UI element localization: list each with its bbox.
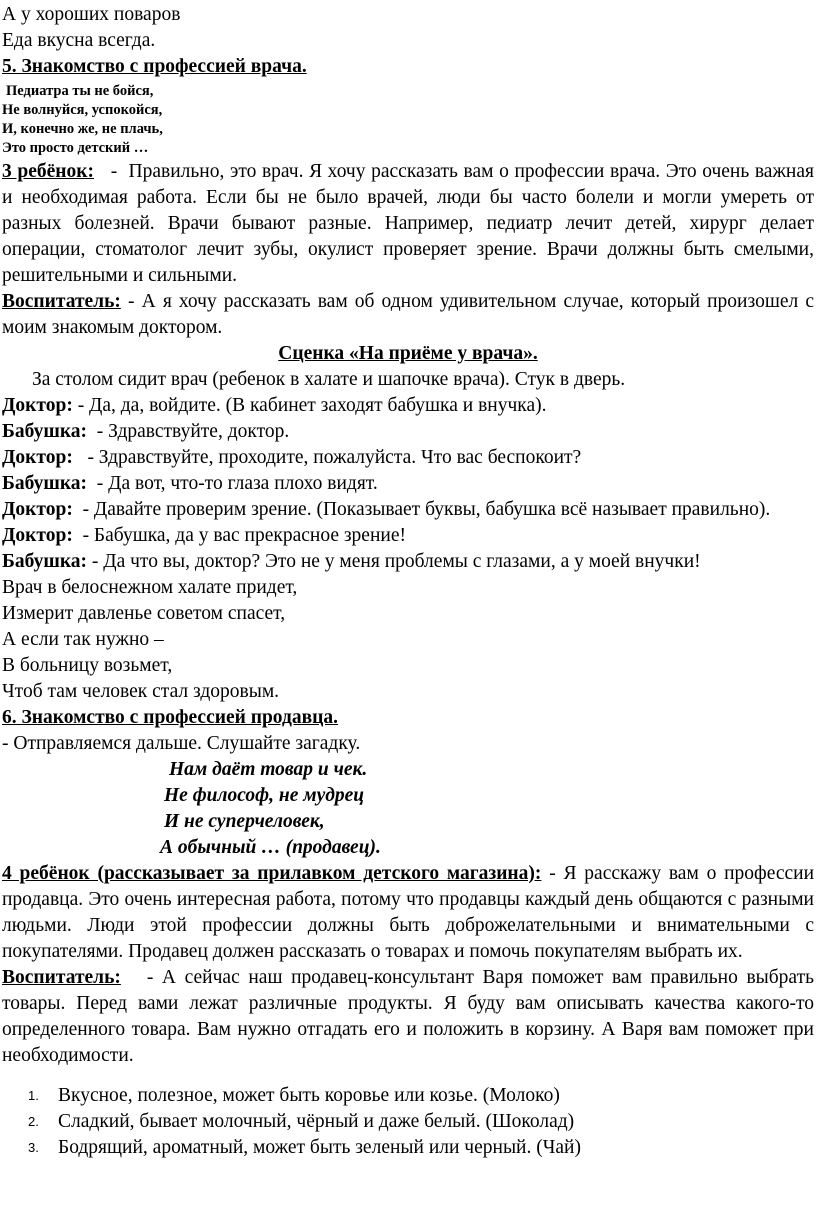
- list-item: [2, 1083, 814, 1109]
- riddle-line: А обычный … (продавец).: [160, 837, 381, 858]
- list-number: 3.: [28, 1140, 39, 1155]
- list-text: Сладкий, бывает молочный, чёрный и даже белый. (Шоколад): [58, 1111, 575, 1132]
- speaker: Доктор:: [2, 525, 73, 546]
- verse-line: Измерит давленье советом спасет,: [2, 603, 286, 624]
- teacher-label: Воспитатель:: [2, 291, 121, 312]
- line-text: - Да, да, войдите. (В кабинет заходят бабушка и внучка).: [77, 395, 547, 416]
- scene-intro: За столом сидит врач (ребенок в халате и шапочке врача). Стук в дверь.: [32, 369, 626, 390]
- poem-line: Это просто детский …: [2, 140, 149, 156]
- dialogue-line: [2, 393, 814, 419]
- products-list: [2, 1083, 814, 1161]
- line-text: - Да что вы, доктор? Это не у меня проблемы с глазами, а у моей внучки!: [91, 551, 701, 572]
- intro-line: А у хороших поваров: [2, 4, 181, 25]
- child3-text: Правильно, это врач. Я хочу рассказать вам о профессии врача. Это очень важная и необходимая работа. Если бы не было врачей, люди бы часто болели и могли умереть от разных болезней. Врачи бывают разные. Например, педиатр лечит детей, хирург делает операции, стоматолог лечит зубы, окулист проверяет зрение. Врачи должны быть смелыми, решительными и сильными.: [2, 161, 814, 286]
- dialogue: [2, 393, 814, 575]
- verse-line: Чтоб там человек стал здоровым.: [2, 681, 280, 702]
- verse-line: А если так нужно –: [2, 629, 164, 650]
- line-text: - Бабушка, да у вас прекрасное зрение!: [82, 525, 406, 546]
- riddle: [2, 757, 814, 861]
- child4-text: - Я расскажу вам о профессии продавца. Это очень интересная работа, потому что продавцы каждый день общаются с разными людьми. Люди этой профессии должны быть доброжелательными и внимательными с покупателями. Продавец должен рассказать о товарах и помочь покупателям выбрать их.: [2, 863, 815, 962]
- poem-line: Не волнуйся, успокойся,: [2, 102, 163, 118]
- dialogue-line: [2, 497, 814, 523]
- intro-line: Еда вкусна всегда.: [2, 30, 156, 51]
- line-text: - Здравствуйте, доктор.: [96, 421, 290, 442]
- dialogue-line: [2, 445, 814, 471]
- poem-line: И, конечно же, не плачь,: [2, 121, 163, 137]
- scene-title: Сценка «На приёме у врача».: [278, 343, 538, 364]
- dialogue-line: [2, 549, 814, 575]
- verse-line: Врач в белоснежном халате придет,: [2, 577, 298, 598]
- list-item: [2, 1135, 814, 1161]
- teacher-text: А я хочу рассказать вам об одном удивительном случае, который произошел с моим знакомым доктором.: [2, 291, 814, 338]
- dialogue-line: [2, 419, 814, 445]
- child4-label: 4 ребёнок (рассказывает за прилавком детского магазина):: [2, 863, 542, 884]
- speaker: Бабушка:: [2, 551, 88, 572]
- teacher2-text: - А сейчас наш продавец-консультант Варя поможет вам правильно выбрать товары. Перед вами лежат различные продукты. Я буду вам описывать качества какого-то определенного товара. Вам нужно отгадать его и положить в корзину. А Варя вам поможет при необходимости.: [2, 967, 815, 1066]
- section5-heading: [2, 54, 814, 80]
- child4-paragraph: [2, 861, 814, 965]
- riddle-prompt: - Отправляемся дальше. Слушайте загадку.: [2, 733, 361, 754]
- list-text: Вкусное, полезное, может быть коровье или козье. (Молоко): [58, 1085, 560, 1106]
- riddle-line: Не философ, не мудрец: [164, 785, 365, 806]
- speaker: Бабушка:: [2, 473, 88, 494]
- teacher-paragraph: Воспитатель: - А я хочу рассказать вам об одном удивительном случае, который произошел с моим знакомым доктором.: [2, 291, 814, 338]
- poem-line: Педиатра ты не бойся,: [6, 83, 154, 99]
- section5-heading-text: 5. Знакомство с профессией врача.: [2, 56, 307, 77]
- list-text: Бодрящий, ароматный, может быть зеленый или черный. (Чай): [58, 1137, 581, 1158]
- teacher2-paragraph: [2, 965, 814, 1069]
- line-text: - Давайте проверим зрение. (Показывает буквы, бабушка всё называет правильно).: [82, 499, 771, 520]
- line-text: - Здравствуйте, проходите, пожалуйста. Что вас беспокоит?: [87, 447, 582, 468]
- speaker: Доктор:: [2, 395, 73, 416]
- riddle-line: Нам даёт товар и чек.: [169, 759, 368, 780]
- list-number: 1.: [28, 1088, 39, 1103]
- verse-line: В больницу возьмет,: [2, 655, 173, 676]
- speaker: Бабушка:: [2, 421, 88, 442]
- dialogue-line: [2, 471, 814, 497]
- doctor-poem: [2, 82, 814, 158]
- speaker: Доктор:: [2, 447, 73, 468]
- teacher2-label: Воспитатель:: [2, 967, 121, 988]
- section6-heading: 6. Знакомство с профессией продавца.: [2, 707, 339, 728]
- child3-label: 3 ребёнок:: [2, 161, 94, 182]
- list-item: [2, 1109, 814, 1135]
- dialogue-line: [2, 523, 814, 549]
- speaker: Доктор:: [2, 499, 73, 520]
- line-text: - Да вот, что-то глаза плохо видят.: [96, 473, 378, 494]
- doctor-verse: [2, 575, 814, 705]
- riddle-line: И не суперчеловек,: [164, 811, 325, 832]
- list-number: 2.: [28, 1114, 39, 1129]
- child3-paragraph: 3 ребёнок: - Правильно, это врач. Я хочу рассказать вам о профессии врача. Это очень важная и необходимая работа. Если бы не было врачей, люди бы часто болели и могли умереть от разных болезней. Врачи бывают разные. Например, педиатр лечит детей, хирург делает операции, стоматолог лечит зубы, окулист проверяет зрение. Врачи должны быть смелыми, решительными и сильными.: [2, 161, 814, 286]
